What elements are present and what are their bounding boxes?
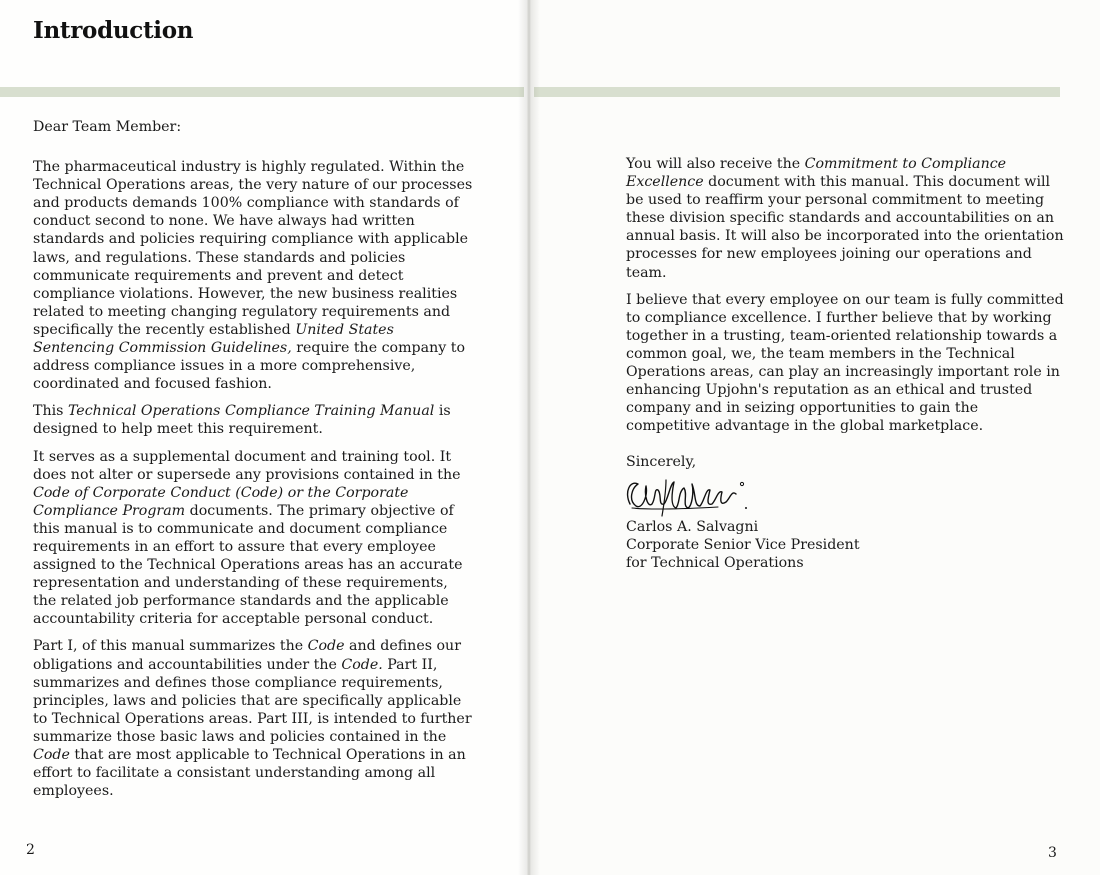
letter-greeting: Dear Team Member: <box>33 119 182 135</box>
page-heading: Introduction <box>33 17 194 44</box>
handwritten-signature <box>622 474 752 518</box>
paragraph-2-text-a: This <box>33 403 68 420</box>
paragraph-5-text-a: You will also receive the <box>626 156 805 172</box>
paragraph-4-text-b: and defines our obligations and accountabilities under the <box>33 638 461 673</box>
paragraph-1-text-a: The pharmaceutical industry is highly regulated. Within the Technical Operations areas, the very nature of our processes and products demands 100% compliance with standards of conduct second to none. We have always had written standards and policies requiring compliance with applicable laws, and regulations. These standards and policies communicate requirements and prevent and detect compliance violations. However, the new business realities related to meeting changing regulatory requirements and specifically the recently established <box>33 159 473 338</box>
paragraph-1-italic: United States Sentencing Commission Guidelines, <box>33 321 394 357</box>
header-rule-left <box>0 87 524 97</box>
paragraph-6: I believe that every employee on our team is fully committed to compliance excellence. I further believe that by working together in a trusting, team-oriented relationship towards a common goal, we, the team members in the Technical Operations areas, can play an increasingly important role in enhancing Upjohn's reputation as an ethical and trusted company and in seizing opportunities to gain the competitive advantage in the global marketplace. <box>626 291 1064 435</box>
page-number-left: 2 <box>26 842 35 858</box>
paragraph-5 <box>626 155 1066 282</box>
paragraph-1-text-b: require the company to address compliance issues in a more comprehensive, coordinated and focused fashion. <box>33 340 465 393</box>
paragraph-5-text-b: document with this manual. This document will be used to reaffirm your personal commitment to meeting these division specific standards and accountabilities on an annual basis. It will also be incorporated into the orientation processes for new employees joining our operations and team. <box>626 174 1064 281</box>
paragraph-3 <box>33 448 473 629</box>
page-number-right: 3 <box>1048 845 1057 861</box>
left-page-body <box>33 118 473 809</box>
paragraph-4-italic-2: Code. <box>341 656 383 673</box>
paragraph-4-text-c: Part II, summarizes and defines those compliance requirements, principles, laws and policies that are specifically applicable to Technical Operations areas. Part III, is intended to further summarize those basic laws and policies contained in the <box>33 656 472 745</box>
paragraph-4 <box>33 637 473 800</box>
paragraph-1 <box>33 158 473 393</box>
paragraph-3-text-a: It serves as a supplemental document and training tool. It does not alter or supersede any provisions contained in the <box>33 448 461 483</box>
left-page <box>0 0 527 875</box>
paragraph-4-text-d: that are most applicable to Technical Operations in an effort to facilitate a consistant understanding among all employees. <box>33 747 466 800</box>
header-rule-right <box>534 87 1060 97</box>
paragraph-5-italic: Commitment to Compliance Excellence <box>626 156 1007 191</box>
paragraph-3-italic: Code of Corporate Conduct (Code) or the Corporate Compliance Program <box>33 484 409 519</box>
paragraph-4-italic-3: Code <box>33 747 70 763</box>
paragraph-4-text-a: Part I, of this manual summarizes the <box>33 638 308 655</box>
paragraph-3-text-b: documents. The primary objective of this manual is to communicate and document compliance requirements in an effort to assure that every employee assigned to the Technical Operations areas has an accurate representation and understanding of these requirements, the related job performance standards and the applicable accountability criteria for acceptable personal conduct. <box>33 502 463 628</box>
paragraph-2-italic: Technical Operations Compliance Training Manual <box>67 403 435 420</box>
signer-title-line-2: for Technical Operations <box>626 554 804 571</box>
right-page-body <box>626 155 1066 572</box>
paragraph-4-italic-1: Code <box>307 638 345 655</box>
paragraph-2 <box>33 402 473 438</box>
signer-name: Carlos A. Salvagni <box>626 518 759 535</box>
paragraph-2-text-b: is designed to help meet this requirement. <box>33 403 451 438</box>
signer-title-line-1: Corporate Senior Vice President <box>626 536 860 553</box>
letter-closing: Sincerely, <box>626 454 697 471</box>
signature-block <box>626 518 1066 572</box>
book-gutter <box>518 0 540 875</box>
